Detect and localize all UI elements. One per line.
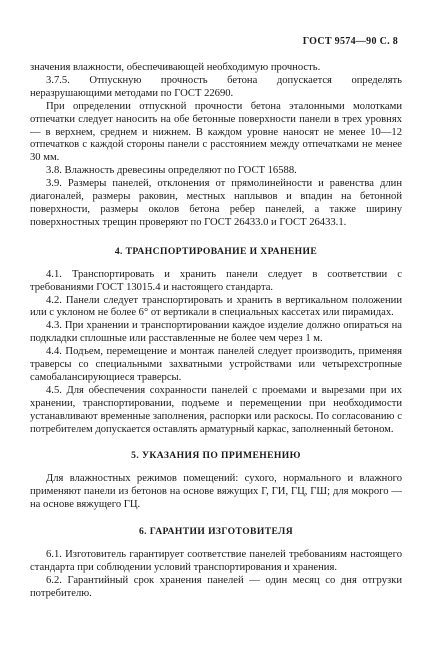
paragraph: 4.4. Подъем, перемещение и монтаж панелей следует производить, применяя траверсы со специальными захватными устройствами или четырехстропные самобалансирующиеся траверсы.: [30, 346, 402, 383]
paragraph: значения влажности, обеспечивающей необходимую прочность.: [30, 62, 321, 73]
paragraph: 4.1. Транспортировать и хранить панели следует в соответствии с требованиями ГОСТ 13015.4 и настоящего стандарта.: [30, 268, 402, 293]
paragraph: 6.2. Гарантийный срок хранения панелей — один месяц со дня отгрузки потребителю.: [30, 574, 402, 599]
paragraph: При определении отпускной прочности бетона эталонными молотками отпечатки следует наносить на обе бетонные поверхности панели в трех уровнях — в верхнем, среднем и нижнем. В каждом уровне наносят не менее 10—12 отпечатков с каждой стороны панели с расстоянием между отпечатками не менее 30 мм.: [30, 100, 402, 164]
section-heading: 4. ТРАНСПОРТИРОВАНИЕ И ХРАНЕНИЕ: [114, 245, 318, 257]
document-body: [30, 62, 402, 601]
paragraph: 4.3. При хранении и транспортировании каждое изделие должно опираться на подкладки сплошные или расставленные не более чем через 1 м.: [30, 320, 402, 345]
paragraph: 3.8. Влажность древесины определяют по ГОСТ 16588.: [46, 165, 297, 177]
paragraph: 4.2. Панели следует транспортировать и хранить в вертикальном положении или с уклоном не более 6° от вертикали в специальных кассетах или пирамидах.: [30, 294, 402, 319]
paragraph: 4.5. Для обеспечения сохранности панелей с проемами и вырезами при их хранении, транспортировании, подъеме и перемещении при необходимости устанавливают временные заполнения, распорки или раскосы. По согласованию с потребителем допускается оставлять арматурный каркас, заполненный бетоном.: [30, 384, 402, 435]
paragraph: 6.1. Изготовитель гарантирует соответствие панелей требованиям настоящего стандарта при соблюдении условий транспортирования и хранения.: [30, 549, 402, 573]
page-header: ГОСТ 9574—90 С. 8: [302, 36, 398, 47]
section-heading: 6. ГАРАНТИИ ИЗГОТОВИТЕЛЯ: [138, 526, 294, 538]
paragraph: Для влажностных режимов помещений: сухого, нормального и влажного применяют панели из бетонов на основе вяжущих Г, ГИ, ГЦ, ГШ; для мокрого — на основе вяжущего ГЦ.: [30, 473, 402, 511]
section-heading: 5. УКАЗАНИЯ ПО ПРИМЕНЕНИЮ: [131, 450, 301, 462]
paragraph: 3.9. Размеры панелей, отклонения от прямолинейности и равенства длин диагоналей, размеры раковин, местных наплывов и впадин на бетонной поверхности, размеры околов бетона ребер панелей, а также ширину поверхностных трещин проверяют по ГОСТ 26433.0 и ГОСТ 26433.1.: [30, 178, 402, 228]
paragraph: 3.7.5. Отпускную прочность бетона допускается определять неразрушающими методами по ГОСТ 22690.: [30, 74, 402, 99]
